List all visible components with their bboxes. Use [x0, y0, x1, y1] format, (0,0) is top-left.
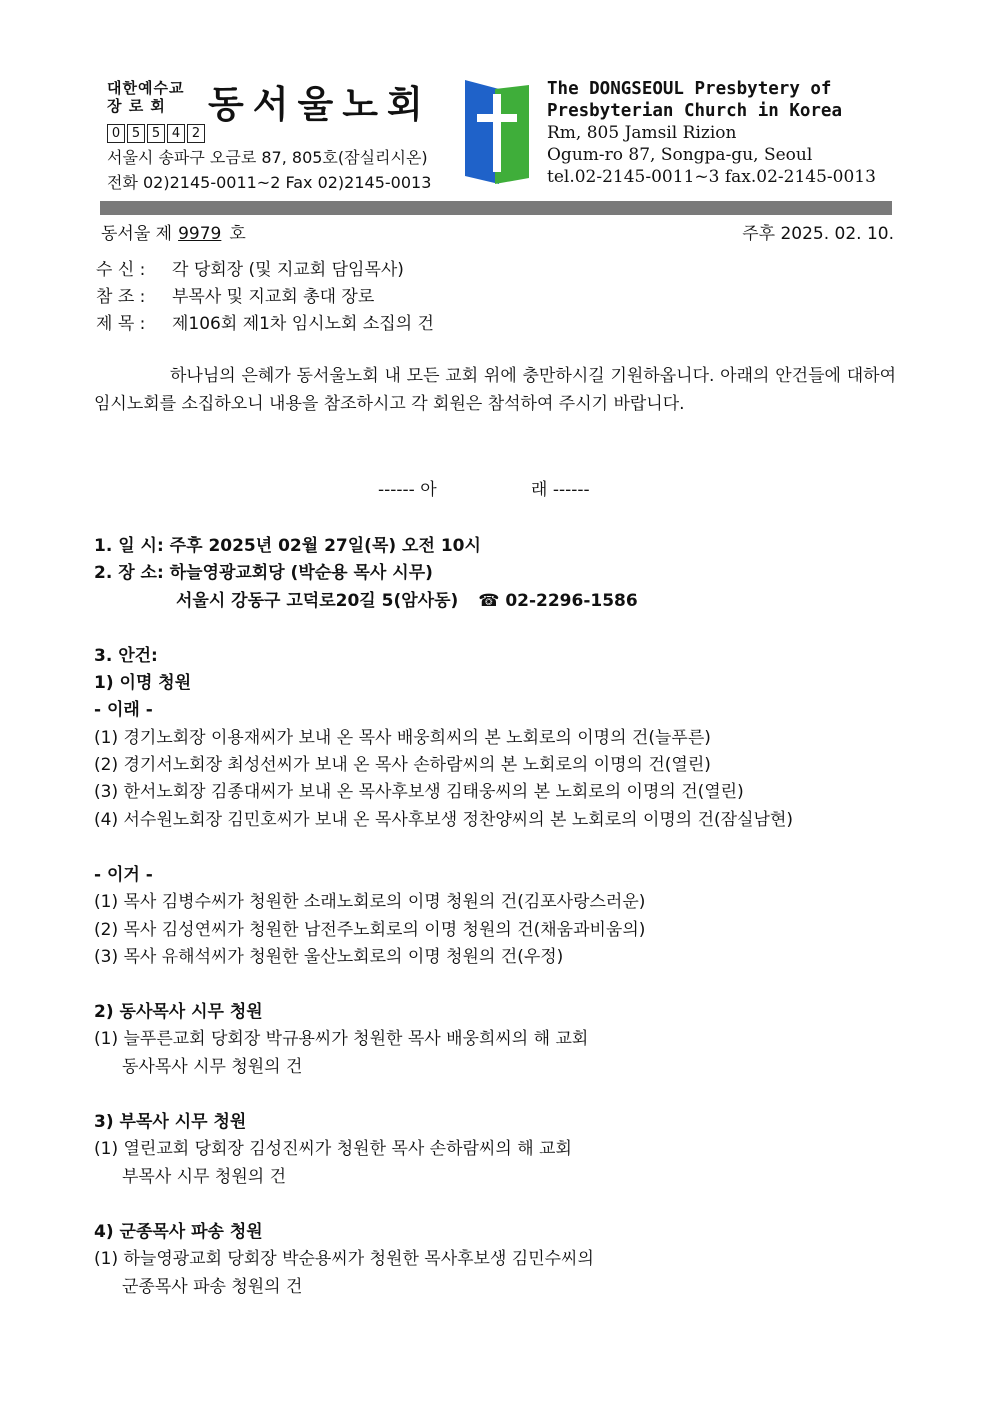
english-address-line1: Rm, 805 Jamsil Rizion	[547, 123, 737, 143]
list-item-continuation: 군종목사 파송 청원의 건	[122, 1277, 303, 1297]
english-title-line1: The DONGSEOUL Presbytery of	[547, 79, 832, 99]
english-contact: tel.02-2145-0011~3 fax.02-2145-0013	[547, 167, 876, 187]
list-item: (1) 경기노회장 이용재씨가 보내 온 목사 배웅희씨의 본 노회로의 이명의 건(늘푸른)	[94, 728, 711, 748]
transfer-out-title: - 이거 -	[94, 865, 153, 885]
reference-value: 부목사 및 지교회 총대 장로	[172, 287, 375, 307]
list-item: (1) 늘푸른교회 당회장 박규용씨가 청원한 목사 배웅희씨의 해 교회	[94, 1029, 589, 1049]
document-number-suffix: 호	[229, 224, 246, 244]
org-denomination-line2: 장 로 회	[107, 97, 166, 115]
list-item: (3) 목사 유해석씨가 청원한 울산노회로의 이명 청원의 건(우정)	[94, 947, 564, 967]
english-title-line2: Presbyterian Church in Korea	[547, 101, 843, 121]
list-item-continuation: 동사목사 시무 청원의 건	[122, 1057, 303, 1077]
list-item: (4) 서수원노회장 김민호씨가 보내 온 목사후보생 정찬양씨의 본 노회로의 이명의 건(잠실남현)	[94, 810, 793, 830]
list-item: (2) 경기서노회장 최성선씨가 보내 온 목사 손하람씨의 본 노회로의 이명의 건(열린)	[94, 755, 711, 775]
document-number-value: 9979	[178, 224, 222, 244]
zip-digit: 0	[107, 124, 125, 143]
recipient-label: 수 신 :	[96, 260, 146, 280]
transfer-in-title: - 이래 -	[94, 700, 153, 720]
zip-digit: 4	[167, 124, 185, 143]
notice-divider-left: ------ 아	[378, 480, 437, 500]
list-item-continuation: 부목사 시무 청원의 건	[122, 1167, 287, 1187]
intro-paragraph: 하나님의 은혜가 동서울노회 내 모든 교회 위에 충만하시길 기원하옵니다. 아래의 안건들에 대하여 임시노회를 소집하오니 내용을 참조하시고 각 회원은 참석하여 주시기 바랍니다.	[94, 366, 896, 414]
header-divider	[100, 201, 892, 215]
zip-digit: 5	[127, 124, 145, 143]
list-item: (2) 목사 김성연씨가 청원한 남전주노회로의 이명 청원의 건(채움과비움의)	[94, 920, 646, 940]
korean-phone: 전화 02)2145-0011~2 Fax 02)2145-0013	[107, 173, 432, 192]
document-date: 주후 2025. 02. 10.	[742, 224, 894, 244]
list-item: (1) 하늘영광교회 당회장 박순용씨가 청원한 목사후보생 김민수씨의	[94, 1249, 594, 1269]
meeting-place: 2. 장 소: 하늘영광교회당 (박순용 목사 시무)	[94, 563, 433, 583]
reference-label: 참 조 :	[96, 287, 146, 307]
meeting-time: 1. 일 시: 주후 2025년 02월 27일(목) 오전 10시	[94, 536, 481, 556]
list-item: (1) 열린교회 당회장 김성진씨가 청원한 목사 손하람씨의 해 교회	[94, 1139, 572, 1159]
document-number-prefix: 동서울 제	[101, 224, 173, 244]
section-military-chaplain-title: 4) 군종목사 파송 청원	[94, 1222, 263, 1242]
subject-value: 제106회 제1차 임시노회 소집의 건	[172, 314, 434, 334]
org-denomination-line1: 대한예수교	[107, 79, 185, 97]
org-name: 동서울노회	[208, 83, 432, 126]
subject-label: 제 목 :	[96, 314, 146, 334]
notice-divider-right: 래 ------	[531, 480, 590, 500]
english-address-line2: Ogum-ro 87, Songpa-gu, Seoul	[547, 145, 813, 165]
section-assistant-pastor-title: 3) 부목사 시무 청원	[94, 1112, 247, 1132]
section-transfer-title: 1) 이명 청원	[94, 673, 192, 693]
zip-digit: 5	[147, 124, 165, 143]
list-item: (1) 목사 김병수씨가 청원한 소래노회로의 이명 청원의 건(김포사랑스러운)	[94, 892, 646, 912]
meeting-address	[176, 586, 638, 611]
section-associate-pastor-title: 2) 동사목사 시무 청원	[94, 1002, 263, 1022]
agenda-title: 3. 안건:	[94, 646, 158, 666]
list-item: (3) 한서노회장 김종대씨가 보내 온 목사후보생 김태웅씨의 본 노회로의 이명의 건(열린)	[94, 782, 744, 802]
meeting-address-text: 서울시 강동구 고덕로20길 5(암사동)	[176, 591, 459, 611]
meeting-phone: 02-2296-1586	[505, 591, 638, 611]
korean-address: 서울시 송파구 오금로 87, 805호(잠실리시온)	[107, 148, 428, 167]
zip-code	[107, 124, 205, 143]
cross-logo-icon	[465, 80, 529, 186]
phone-icon: ☎	[478, 591, 500, 611]
document-number	[101, 219, 246, 244]
zip-digit: 2	[187, 124, 205, 143]
recipient-value: 각 당회장 (및 지교회 담임목사)	[172, 260, 404, 280]
